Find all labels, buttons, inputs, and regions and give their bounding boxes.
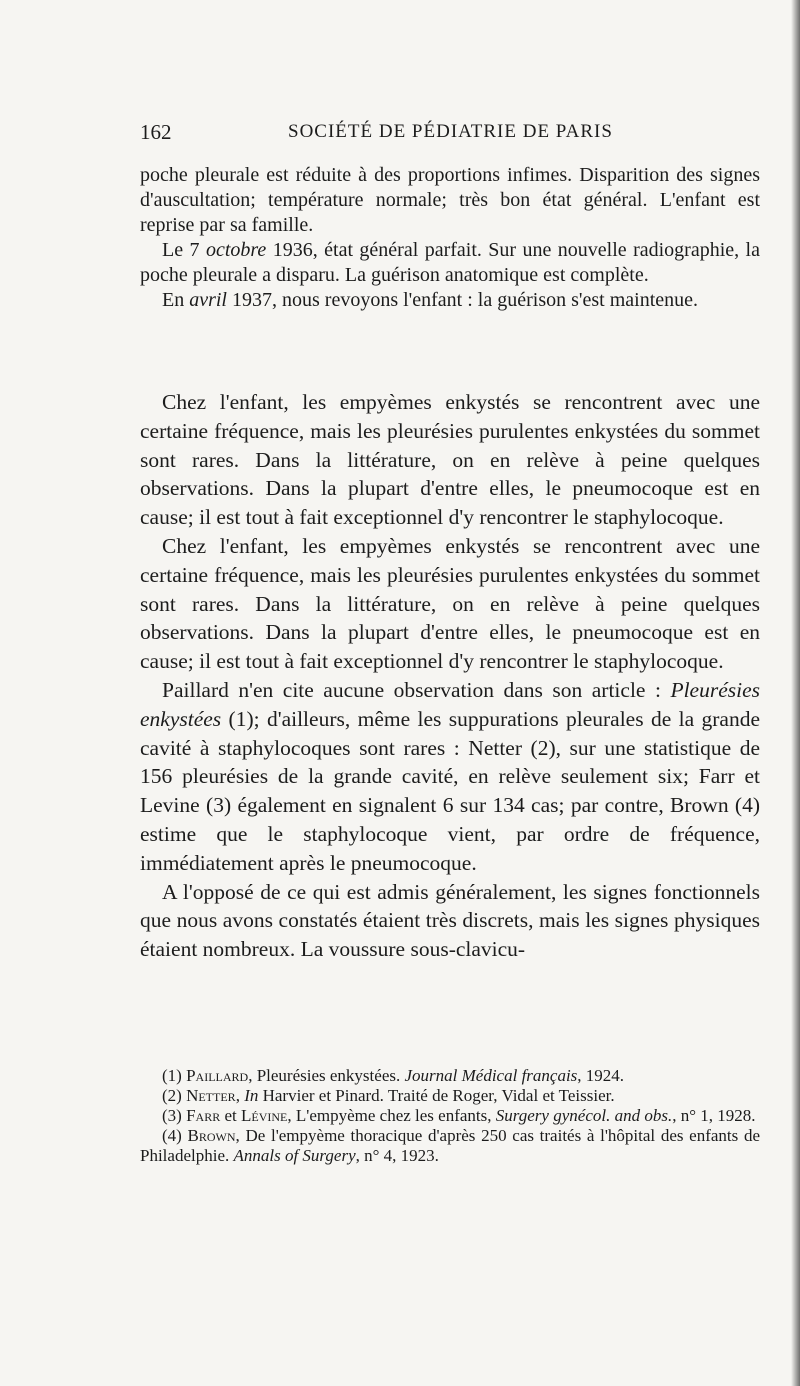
footnotes [140, 1066, 760, 1166]
paragraph: Paillard n'en cite aucune observation dans son article : Pleurésies enkystées (1); d'ailleurs, même les suppurations pleurales de la grande cavité à staphylocoques sont rares : Netter (2), sur une statistique de 156 pleurésies de la grande cavité, en relève seulement six; Farr et Levine (3) également en signalent 6 sur 134 cas; par contre, Brown (4) estime que le staphylocoque vient, par ordre de fréquence, immédiatement après le pneumocoque. [140, 677, 760, 875]
discussion-text [140, 388, 760, 964]
footnote-2: (2) Netter, In Harvier et Pinard. Traité de Roger, Vidal et Teissier. [162, 1086, 615, 1105]
scan-edge-shadow [791, 0, 800, 1386]
paragraph: Chez l'enfant, les empyèmes enkystés se rencontrent avec une certaine fréquence, mais les pleurésies purulentes enkystées du sommet sont rares. Dans la littérature, on en relève à peine quelques observations. Dans la plupart d'entre elles, le pneumocoque est en cause; il est tout à fait exceptionnel d'y rencontrer le staphylocoque. [140, 533, 760, 674]
case-report-continuation [140, 163, 760, 313]
paragraph: A l'opposé de ce qui est admis généralement, les signes fonctionnels que nous avons constatés étaient très discrets, mais les signes physiques étaient nombreux. La voussure sous-clavicu- [140, 879, 760, 962]
footnote-4: (4) Brown, De l'empyème thoracique d'après 250 cas traités à l'hôpital des enfants de Philadelphie. Annals of Surgery, n° 4, 1923. [140, 1126, 760, 1165]
page-number: 162 [140, 120, 172, 144]
paragraph: Chez l'enfant, les empyèmes enkystés se rencontrent avec une certaine fréquence, mais les pleurésies purulentes enkystées du sommet sont rares. Dans la littérature, on en relève à peine quelques observations. Dans la plupart d'entre elles, le pneumocoque est en cause; il est tout à fait exceptionnel d'y rencontrer le staphylocoque. [140, 390, 760, 530]
paragraph: poche pleurale est réduite à des proportions infimes. Disparition des signes d'auscultation; température normale; très bon état général. L'enfant est reprise par sa famille. [140, 164, 760, 236]
footnote-1: (1) Paillard, Pleurésies enkystées. Journal Médical français, 1924. [162, 1066, 625, 1085]
paragraph: En avril 1937, nous revoyons l'enfant : la guérison s'est maintenue. [162, 289, 699, 311]
footnote-3: (3) Farr et Lévine, L'empyème chez les enfants, Surgery gynécol. and obs., n° 1, 1928. [162, 1106, 756, 1125]
paragraph: Le 7 octobre 1936, état général parfait. Sur une nouvelle radiographie, la poche pleurale a disparu. La guérison anatomique est complète. [140, 239, 760, 286]
running-title: SOCIÉTÉ DE PÉDIATRIE DE PARIS [288, 121, 613, 142]
